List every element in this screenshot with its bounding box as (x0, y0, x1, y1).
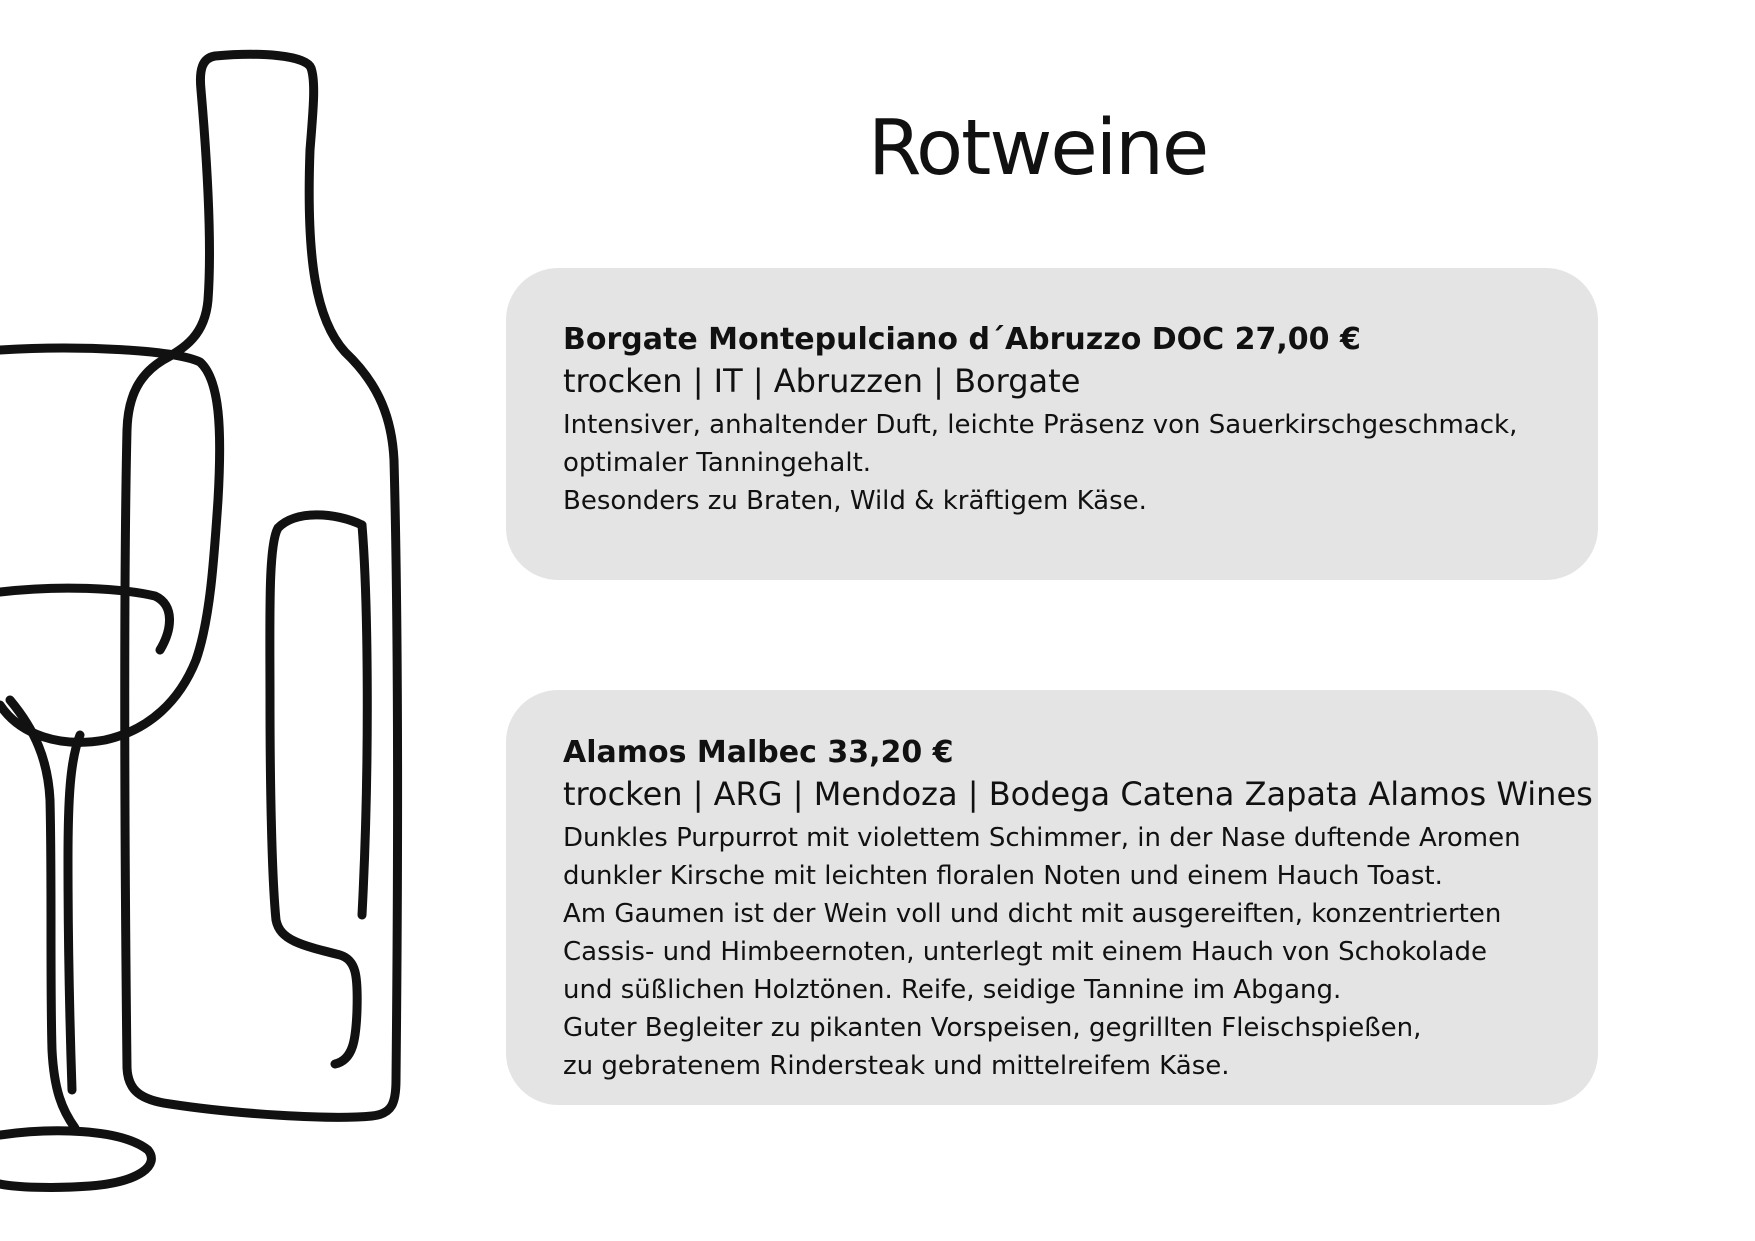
wine-card (506, 268, 1598, 580)
wine-description-line: Intensiver, anhaltender Duft, leichte Präsenz von Sauerkirschgeschmack, (563, 410, 1518, 441)
wine-bottle-and-glass-icon (0, 0, 430, 1241)
wine-meta: trocken | ARG | Mendoza | Bodega Catena Zapata Alamos Wines (563, 775, 1593, 813)
wine-description-line: zu gebratenem Rindersteak und mittelreifem Käse. (563, 1051, 1230, 1082)
wine-name: Borgate Montepulciano d´Abruzzo DOC 27,00 € (563, 322, 1361, 357)
bottle-highlight-stroke (270, 515, 362, 1064)
wine-description-line: und süßlichen Holztönen. Reife, seidige Tannine im Abgang. (563, 975, 1342, 1006)
wine-card (506, 690, 1598, 1105)
wine-glass-bowl (0, 348, 220, 742)
wine-description-line: Besonders zu Braten, Wild & kräftigem Käse. (563, 486, 1147, 517)
wine-description-line: Am Gaumen ist der Wein voll und dicht mit ausgereiften, konzentrierten (563, 899, 1502, 930)
wine-meta: trocken | IT | Abruzzen | Borgate (563, 362, 1081, 400)
wine-glass-base (0, 1131, 151, 1188)
wine-description-line: Cassis- und Himbeernoten, unterlegt mit einem Hauch von Schokolade (563, 937, 1487, 968)
wine-glass-stem-inner (68, 735, 80, 1090)
wine-description-line: Guter Begleiter zu pikanten Vorspeisen, gegrillten Fleischspießen, (563, 1013, 1422, 1044)
wine-name: Alamos Malbec 33,20 € (563, 735, 954, 770)
wine-level-stroke (0, 588, 170, 650)
wine-description-line: Dunkles Purpurrot mit violettem Schimmer, in der Nase duftende Aromen (563, 823, 1521, 854)
wine-description-line: dunkler Kirsche mit leichten floralen Noten und einem Hauch Toast. (563, 861, 1443, 892)
page-title: Rotweine (868, 104, 1208, 193)
wine-bottle-outline (125, 54, 398, 1117)
wine-description-line: optimaler Tanningehalt. (563, 448, 872, 479)
bottle-side-stroke (362, 525, 367, 915)
